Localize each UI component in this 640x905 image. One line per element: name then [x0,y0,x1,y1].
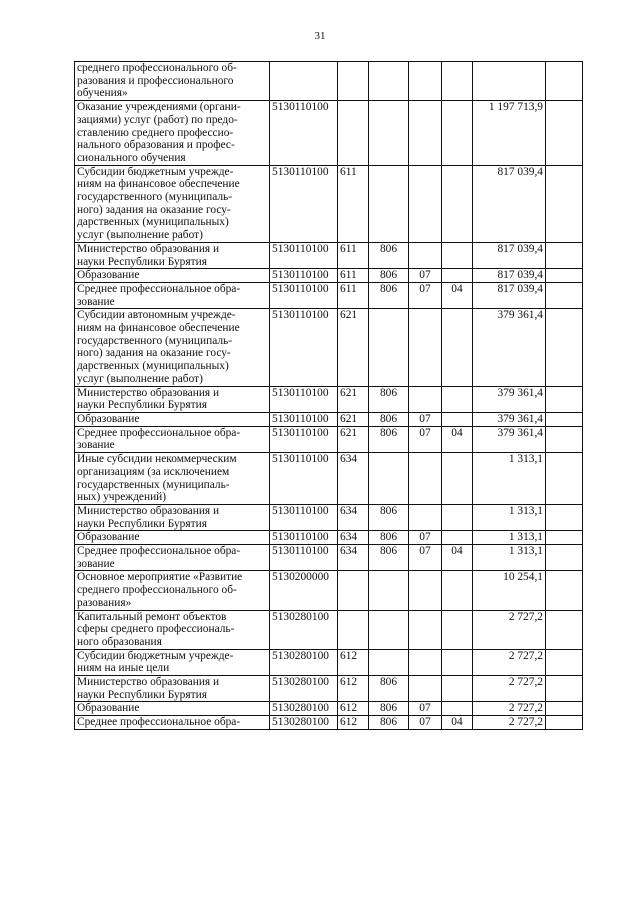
empty-column-cell [546,716,583,730]
section-code [409,571,442,610]
empty-column-cell [546,309,583,386]
subsection-code: 04 [442,545,473,571]
expense-type-code: 612 [338,649,369,675]
expense-type-code: 634 [338,453,369,505]
section-code: 07 [409,426,442,452]
amount-value: 1 313,1 [473,504,546,530]
target-article-code: 5130110100 [270,504,338,530]
table-row [75,62,583,101]
section-code: 07 [409,545,442,571]
empty-column-cell [546,545,583,571]
row-description: Субсидии автономным учрежде- ниям на финансовое обеспечение государственного (муниципаль- ного) задания на оказание госу- дарственных (муниципальных) услуг (выполнение работ) [75,309,270,386]
target-article-code: 5130110100 [270,412,338,426]
amount-value: 379 361,4 [473,309,546,386]
target-article-code: 5130200000 [270,571,338,610]
empty-column-cell [546,649,583,675]
amount-value: 10 254,1 [473,571,546,610]
empty-column-cell [546,269,583,283]
expense-type-code: 621 [338,412,369,426]
table-row [75,453,583,505]
empty-column-cell [546,386,583,412]
table-row [75,610,583,649]
table-row [75,716,583,730]
row-description: Образование [75,702,270,716]
subsection-code [442,504,473,530]
ministry-code [369,165,409,242]
section-code [409,242,442,268]
empty-column-cell [546,165,583,242]
section-code: 07 [409,282,442,308]
subsection-code [442,676,473,702]
target-article-code: 5130280100 [270,716,338,730]
row-description: Министерство образования и науки Республики Бурятия [75,386,270,412]
subsection-code [442,101,473,166]
ministry-code: 806 [369,386,409,412]
ministry-code [369,610,409,649]
target-article-code: 5130280100 [270,702,338,716]
empty-column-cell [546,504,583,530]
expense-type-code: 612 [338,702,369,716]
target-article-code: 5130110100 [270,282,338,308]
amount-value: 817 039,4 [473,282,546,308]
target-article-code: 5130280100 [270,649,338,675]
empty-column-cell [546,426,583,452]
target-article-code: 5130110100 [270,426,338,452]
empty-column-cell [546,610,583,649]
empty-column-cell [546,676,583,702]
empty-column-cell [546,101,583,166]
ministry-code [369,453,409,505]
section-code [409,309,442,386]
subsection-code [442,702,473,716]
amount-value: 1 313,1 [473,545,546,571]
table-row [75,282,583,308]
ministry-code [369,309,409,386]
section-code [409,676,442,702]
row-description: Министерство образования и науки Республики Бурятия [75,676,270,702]
section-code [409,649,442,675]
empty-column-cell [546,453,583,505]
empty-column-cell [546,571,583,610]
row-description: Образование [75,412,270,426]
table-row [75,702,583,716]
target-article-code: 5130110100 [270,269,338,283]
subsection-code [442,386,473,412]
expense-type-code: 634 [338,545,369,571]
row-description: Субсидии бюджетным учрежде- ниям на иные цели [75,649,270,675]
expense-type-code: 612 [338,676,369,702]
expense-type-code [338,101,369,166]
section-code: 07 [409,716,442,730]
target-article-code: 5130110100 [270,101,338,166]
expense-type-code: 621 [338,426,369,452]
expense-type-code: 611 [338,242,369,268]
expense-type-code: 611 [338,269,369,283]
row-description: Министерство образования и науки Республики Бурятия [75,242,270,268]
row-description: Оказание учреждениями (органи- зациями) услуг (работ) по предо- ставлению среднего профессио- нального образования и профес- сионального обучения [75,101,270,166]
row-description: среднего профессионального об- разования и профессионального обучения» [75,62,270,101]
row-description: Среднее профессиональное обра- зование [75,426,270,452]
expense-type-code: 634 [338,531,369,545]
section-code [409,453,442,505]
section-code [409,504,442,530]
subsection-code: 04 [442,282,473,308]
amount-value: 379 361,4 [473,426,546,452]
row-description: Среднее профессиональное обра- зование [75,545,270,571]
ministry-code [369,571,409,610]
ministry-code: 806 [369,716,409,730]
ministry-code [369,101,409,166]
table-row [75,386,583,412]
subsection-code [442,242,473,268]
subsection-code [442,269,473,283]
empty-column-cell [546,62,583,101]
ministry-code: 806 [369,545,409,571]
empty-column-cell [546,412,583,426]
subsection-code [442,412,473,426]
row-description: Министерство образования и науки Республики Бурятия [75,504,270,530]
empty-column-cell [546,702,583,716]
ministry-code: 806 [369,269,409,283]
section-code: 07 [409,412,442,426]
table-row [75,649,583,675]
amount-value: 2 727,2 [473,702,546,716]
subsection-code [442,610,473,649]
target-article-code: 5130110100 [270,386,338,412]
ministry-code: 806 [369,702,409,716]
table-row [75,426,583,452]
ministry-code: 806 [369,531,409,545]
target-article-code: 5130110100 [270,165,338,242]
subsection-code: 04 [442,716,473,730]
target-article-code: 5130280100 [270,676,338,702]
row-description: Капитальный ремонт объектов сферы среднего профессиональ- ного образования [75,610,270,649]
section-code [409,165,442,242]
amount-value: 1 313,1 [473,531,546,545]
ministry-code: 806 [369,242,409,268]
subsection-code [442,309,473,386]
empty-column-cell [546,242,583,268]
ministry-code: 806 [369,676,409,702]
table-row [75,531,583,545]
target-article-code: 5130110100 [270,531,338,545]
section-code: 07 [409,702,442,716]
expense-type-code: 611 [338,282,369,308]
subsection-code [442,649,473,675]
budget-table [74,61,583,730]
expense-type-code: 634 [338,504,369,530]
amount-value: 817 039,4 [473,269,546,283]
target-article-code: 5130110100 [270,453,338,505]
section-code: 07 [409,531,442,545]
ministry-code: 806 [369,282,409,308]
page-number: 31 [314,30,326,42]
expense-type-code: 621 [338,386,369,412]
amount-value: 379 361,4 [473,386,546,412]
table-row [75,571,583,610]
table-row [75,101,583,166]
section-code: 07 [409,269,442,283]
section-code [409,386,442,412]
expense-type-code [338,610,369,649]
target-article-code: 5130110100 [270,309,338,386]
table-row [75,504,583,530]
amount-value: 1 197 713,9 [473,101,546,166]
subsection-code [442,531,473,545]
table-row [75,545,583,571]
table-row [75,269,583,283]
ministry-code: 806 [369,504,409,530]
row-description: Образование [75,531,270,545]
row-description: Среднее профессиональное обра- зование [75,282,270,308]
subsection-code: 04 [442,426,473,452]
expense-type-code: 621 [338,309,369,386]
empty-column-cell [546,531,583,545]
table-row [75,676,583,702]
expense-type-code: 611 [338,165,369,242]
amount-value: 817 039,4 [473,165,546,242]
row-description: Субсидии бюджетным учрежде- ниям на финансовое обеспечение государственного (муниципаль- ного) задания на оказание госу- дарственных (муниципальных) услуг (выполнение работ) [75,165,270,242]
row-description: Среднее профессиональное обра- [75,716,270,730]
amount-value: 379 361,4 [473,412,546,426]
amount-value: 817 039,4 [473,242,546,268]
row-description: Образование [75,269,270,283]
table-row [75,309,583,386]
amount-value [473,62,546,101]
amount-value: 2 727,2 [473,676,546,702]
ministry-code: 806 [369,412,409,426]
target-article-code: 5130280100 [270,610,338,649]
table-row [75,242,583,268]
target-article-code: 5130110100 [270,242,338,268]
section-code [409,101,442,166]
section-code [409,62,442,101]
subsection-code [442,62,473,101]
amount-value: 2 727,2 [473,649,546,675]
row-description: Основное мероприятие «Развитие среднего профессионального об- разования» [75,571,270,610]
expense-type-code: 612 [338,716,369,730]
ministry-code: 806 [369,426,409,452]
target-article-code: 5130110100 [270,545,338,571]
section-code [409,610,442,649]
ministry-code [369,62,409,101]
ministry-code [369,649,409,675]
target-article-code [270,62,338,101]
table-row [75,165,583,242]
subsection-code [442,571,473,610]
table-row [75,412,583,426]
budget-table-body [75,62,583,730]
amount-value: 1 313,1 [473,453,546,505]
row-description: Иные субсидии некоммерческим организациям (за исключением государственных (муниципаль- ных) учреждений) [75,453,270,505]
amount-value: 2 727,2 [473,610,546,649]
subsection-code [442,453,473,505]
expense-type-code [338,571,369,610]
empty-column-cell [546,282,583,308]
subsection-code [442,165,473,242]
expense-type-code [338,62,369,101]
amount-value: 2 727,2 [473,716,546,730]
